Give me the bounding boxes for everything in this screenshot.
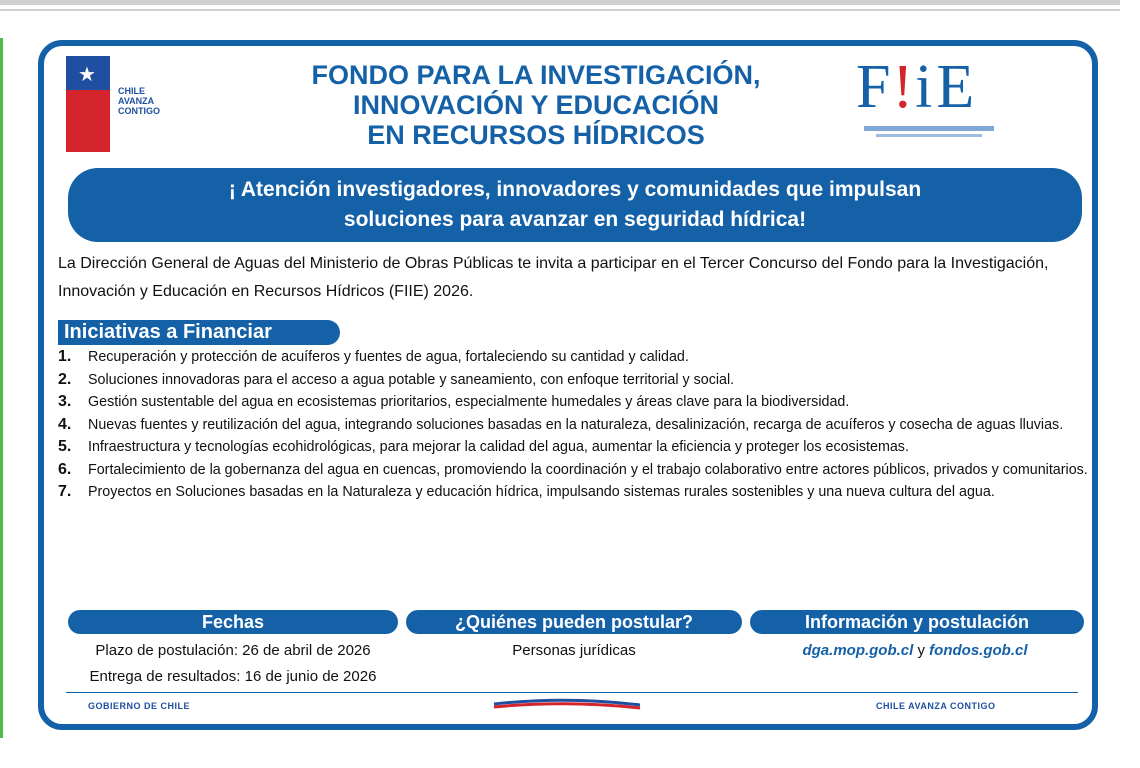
quienes-text: Personas jurídicas (512, 642, 636, 659)
chile-swoosh-icon (492, 696, 642, 710)
fechas-heading: Fechas (68, 610, 398, 634)
footer-chile-avanza: CHILE AVANZA CONTIGO (876, 701, 996, 711)
list-item: 7. Proyectos en Soluciones basadas en la Naturaleza y educación hídrica, impulsando sistemas rurales sostenibles y una nueva cultura del agua. (58, 483, 995, 500)
footer-gobierno: GOBIERNO DE CHILE (88, 701, 191, 711)
fechas-plazo: Plazo de postulación: 26 de abril de 2026 (95, 642, 371, 659)
intro-paragraph: La Dirección General de Aguas del Ministerio de Obras Públicas te invita a participar en el Tercer Concurso del Fondo para la Investigación, Innovación y Educación en Recursos Hídricos (FIIE) 2026. (58, 255, 1049, 300)
dga-link[interactable]: dga.mop.gob.cl (802, 642, 914, 659)
left-green-border (0, 38, 3, 738)
list-item: 6. Fortalecimiento de la gobernanza del agua en cuencas, promoviendo la coordinación y el trabajo colaborativo entre actores públicos, privados y comunitarios. (58, 460, 1088, 478)
chile-government-logo (66, 56, 110, 152)
initiatives-list (58, 346, 1098, 504)
page-title: FONDO PARA LA INVESTIGACIÓN, INNOVACIÓN Y EDUCACIÓN EN RECURSOS HÍDRICOS (311, 60, 761, 150)
list-item: 2. Soluciones innovadoras para el acceso a agua potable y saneamiento, con enfoque territorial y social. (58, 370, 735, 388)
initiatives-heading: Iniciativas a Financiar (58, 320, 340, 345)
info-links: dga.mop.gob.cl y fondos.gob.cl (802, 642, 1028, 659)
list-item: 1. Recuperación y protección de acuíferos y fuentes de agua, fortaleciendo su cantidad y calidad. (58, 348, 689, 365)
info-heading: Información y postulación (750, 610, 1084, 634)
list-item: 4. Nuevas fuentes y reutilización del agua, integrando soluciones basadas en la naturaleza, desalinización, recarga de acuíferos y cosecha de aguas lluvias. (58, 415, 1064, 433)
fondos-link[interactable]: fondos.gob.cl (929, 642, 1028, 659)
star-icon: ★ (78, 64, 96, 86)
footer-divider (66, 692, 1078, 693)
chile-avanza-contigo-logo: CHILE AVANZA CONTIGO (118, 86, 160, 116)
fiie-logo: F!i E (856, 52, 1006, 140)
fechas-entrega: Entrega de resultados: 16 de junio de 2026 (89, 668, 377, 685)
quienes-heading: ¿Quiénes pueden postular? (406, 610, 742, 634)
list-item: 3. Gestión sustentable del agua en ecosistemas prioritarios, especialmente humedales y áreas clave para la biodiversidad. (58, 393, 850, 410)
list-item: 5. Infraestructura y tecnologías ecohidrológicas, para mejorar la calidad del agua, aumentar la eficiencia y proteger los ecosistemas. (58, 438, 909, 455)
top-divider (0, 0, 1120, 5)
top-divider-thin (0, 9, 1120, 11)
attention-banner: ¡ Atención investigadores, innovadores y comunidades que impulsan soluciones para avanzar en seguridad hídrica! (68, 168, 1082, 242)
